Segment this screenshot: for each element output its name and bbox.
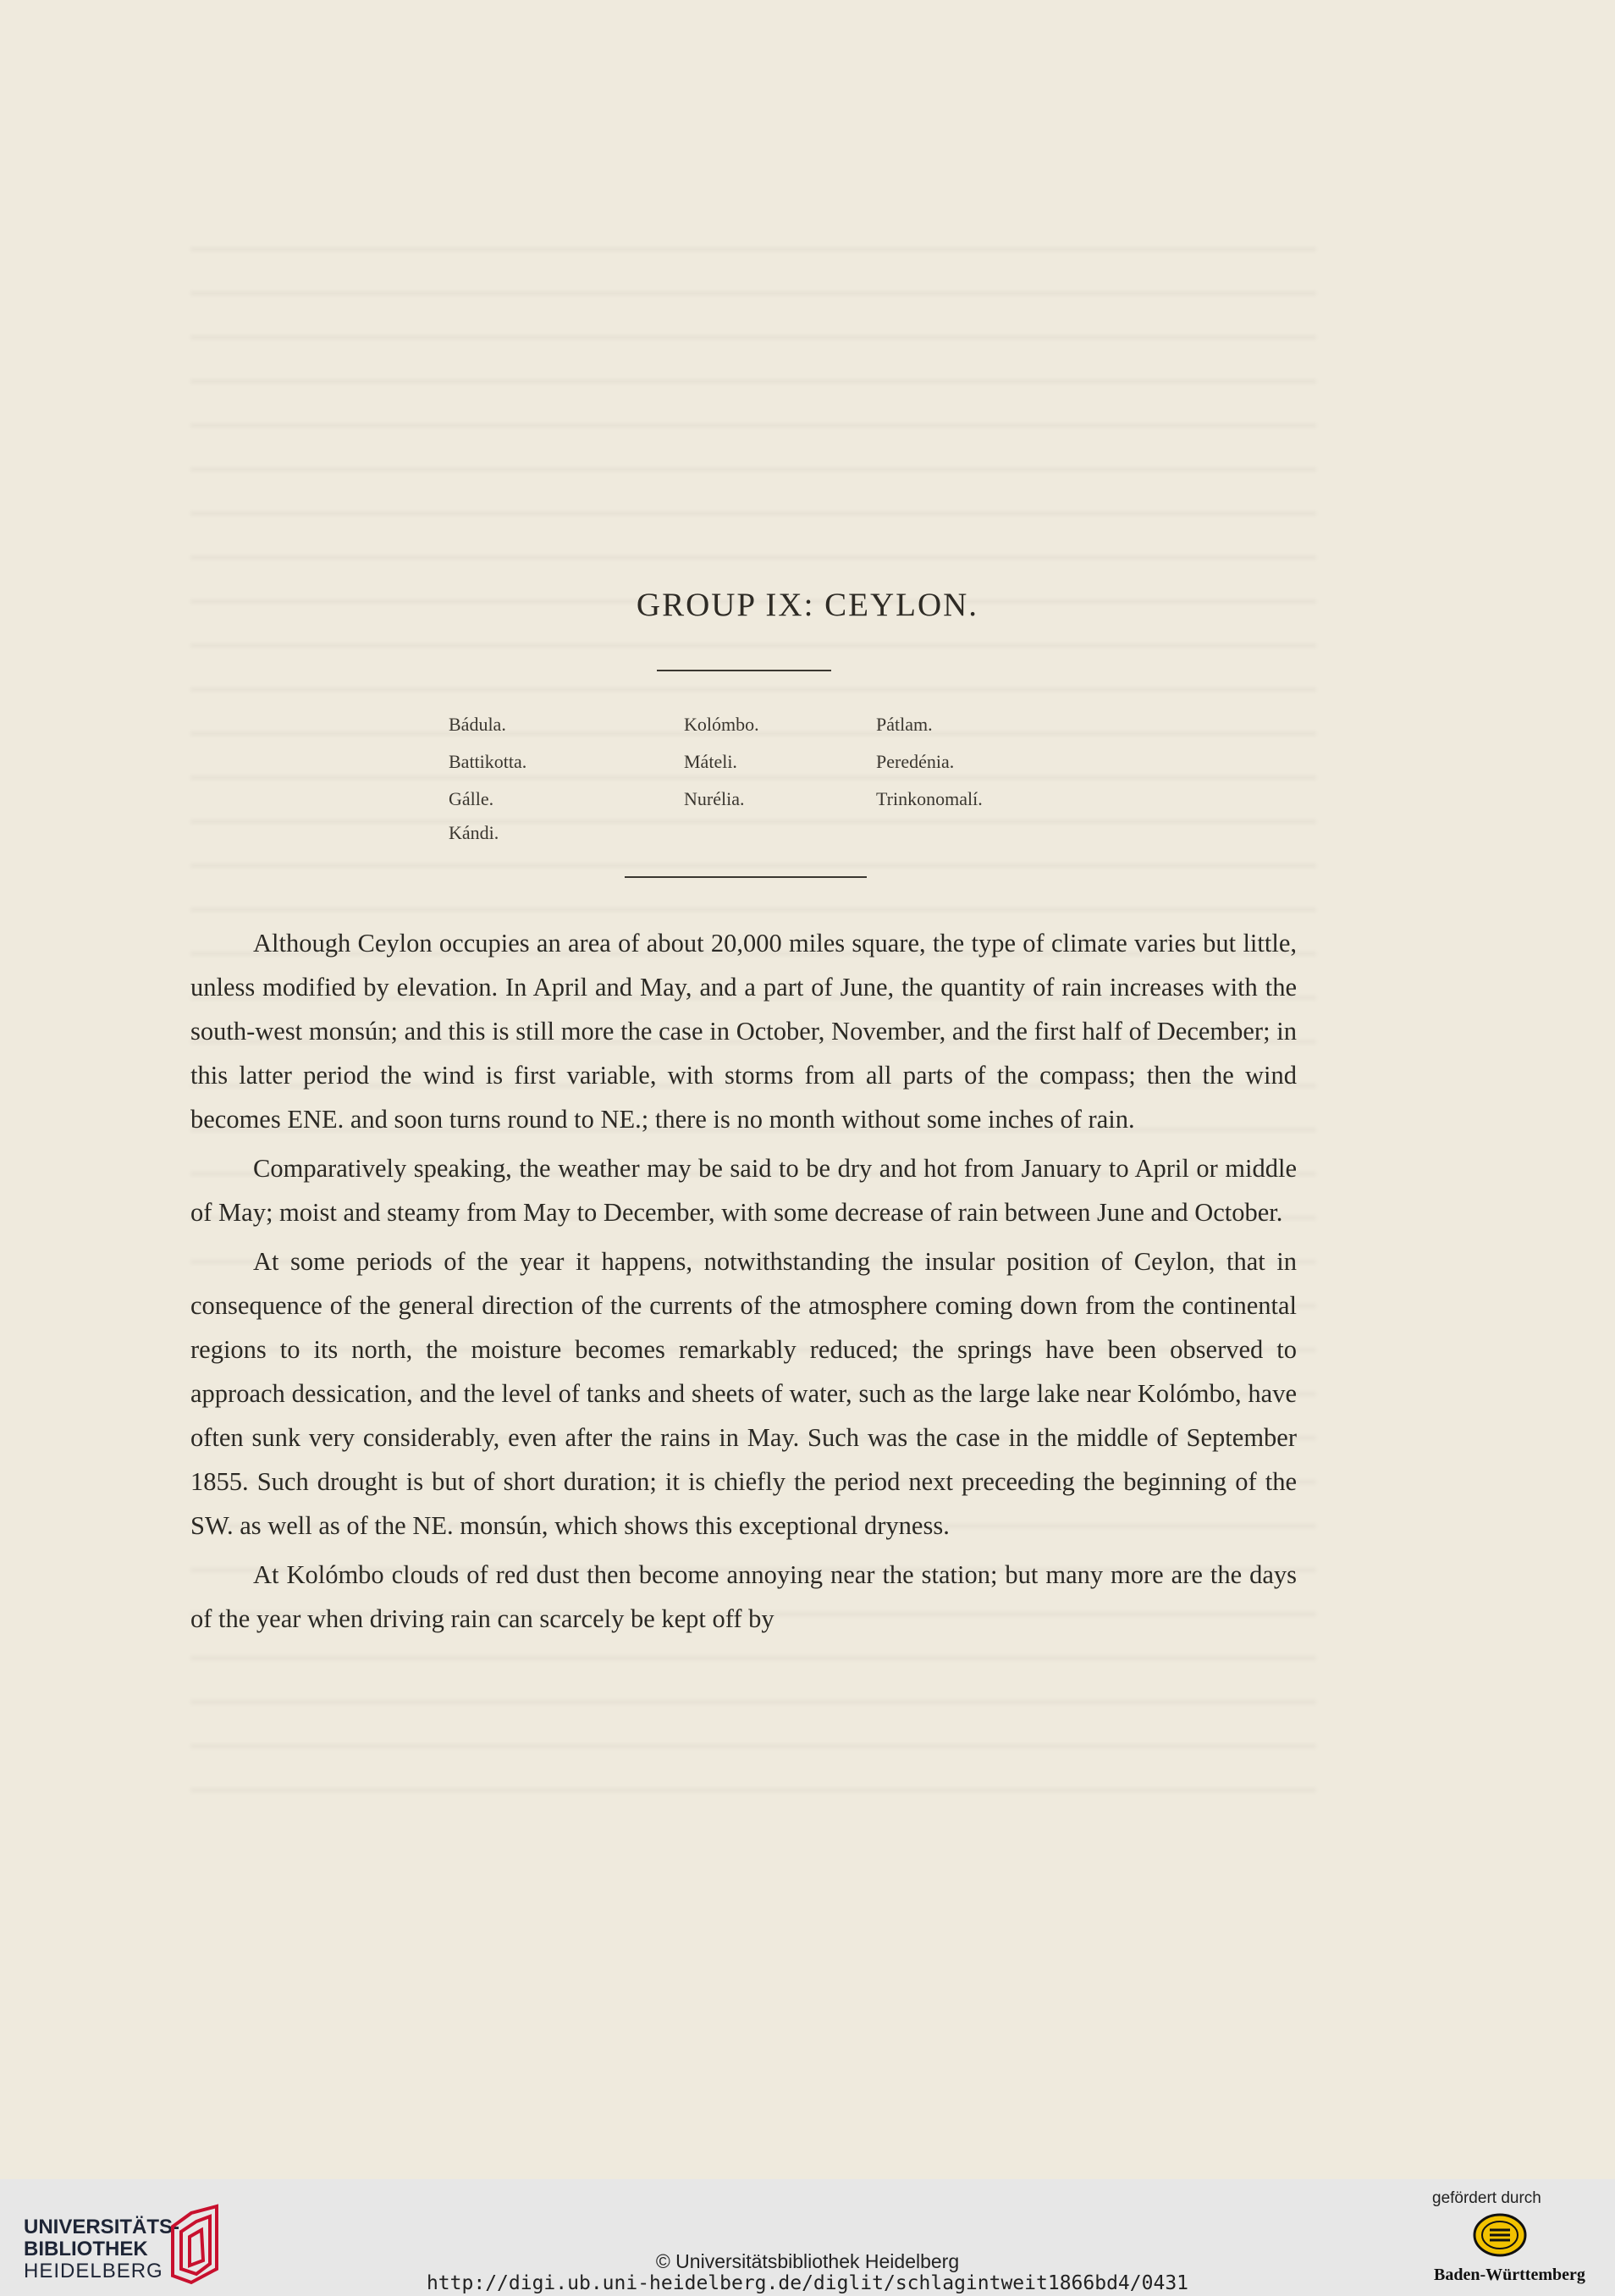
station-name: Kolómbo. (684, 714, 759, 735)
stations-rule (625, 876, 867, 878)
station-list (449, 714, 1092, 849)
page-heading: GROUP IX: CEYLON. (636, 587, 979, 623)
station-name: Pátlam. (876, 714, 933, 735)
library-name-line: UNIVERSITÄTS- (24, 2216, 180, 2238)
paragraph: Although Ceylon occupies an area of about 20,000 miles square, the type of climate varies but little, unless modified by elevation. In April and May, and a part of June, the quantity of rain increases with the south-west monsún; and this is still more the case in October, November, and the first half of December; in this latter period the wind is first variable, with storms from all parts of the compass; then the wind becomes ENE. and soon turns round to NE.; there is no month without some inches of rain. (190, 929, 1297, 1134)
copyright-text: © Universitätsbibliothek Heidelberg (655, 2250, 960, 2272)
station-name: Battikotta. (449, 751, 527, 772)
library-name-line: BIBLIOTHEK (24, 2238, 148, 2260)
station-name: Gálle. (449, 788, 494, 809)
paragraph: At Kolómbo clouds of red dust then become annoying near the station; but many more are the days of the year when driving rain can scarcely be kept off by (190, 1560, 1297, 1633)
station-name: Kándi. (449, 822, 499, 843)
paragraph: At some periods of the year it happens, notwithstanding the insular position of Ceylon, that in consequence of the general direction of the currents of the atmosphere coming down from the continental regions to its north, the moisture becomes remarkably reduced; the springs have been observed to approach dessication, and the level of tanks and sheets of water, such as the large lake near Kolómbo, have often sunk very considerably, even after the rains in May. Such was the case in the middle of September 1855. Such drought is but of short duration; it is chiefly the period next preceeding the beginning of the SW. as well as of the NE. monsún, which shows this exceptional dryness. (190, 1247, 1297, 1540)
library-name-line: HEIDELBERG (24, 2260, 163, 2282)
body-text (190, 921, 1297, 1646)
footer-bar (0, 2179, 1615, 2296)
station-name: Máteli. (684, 751, 737, 772)
heading-rule (657, 670, 831, 671)
baden-wuerttemberg-crest-icon[interactable] (1473, 2213, 1527, 2257)
station-name: Peredénia. (876, 751, 955, 772)
station-name: Nurélia. (684, 788, 745, 809)
permalink-url[interactable]: http://digi.ub.uni-heidelberg.de/diglit/schlagintweit1866bd4/0431 (426, 2272, 1189, 2294)
station-name: Trinkonomalí. (876, 788, 983, 809)
paragraph: Comparatively speaking, the weather may be said to be dry and hot from January to April or middle of May; moist and steamy from May to December, with some decrease of rain between June and October. (190, 1154, 1297, 1227)
sponsor-name: Baden-Württemberg (1434, 2266, 1585, 2284)
station-name: Bádula. (449, 714, 506, 735)
funded-by-label: gefördert durch (1432, 2189, 1541, 2207)
